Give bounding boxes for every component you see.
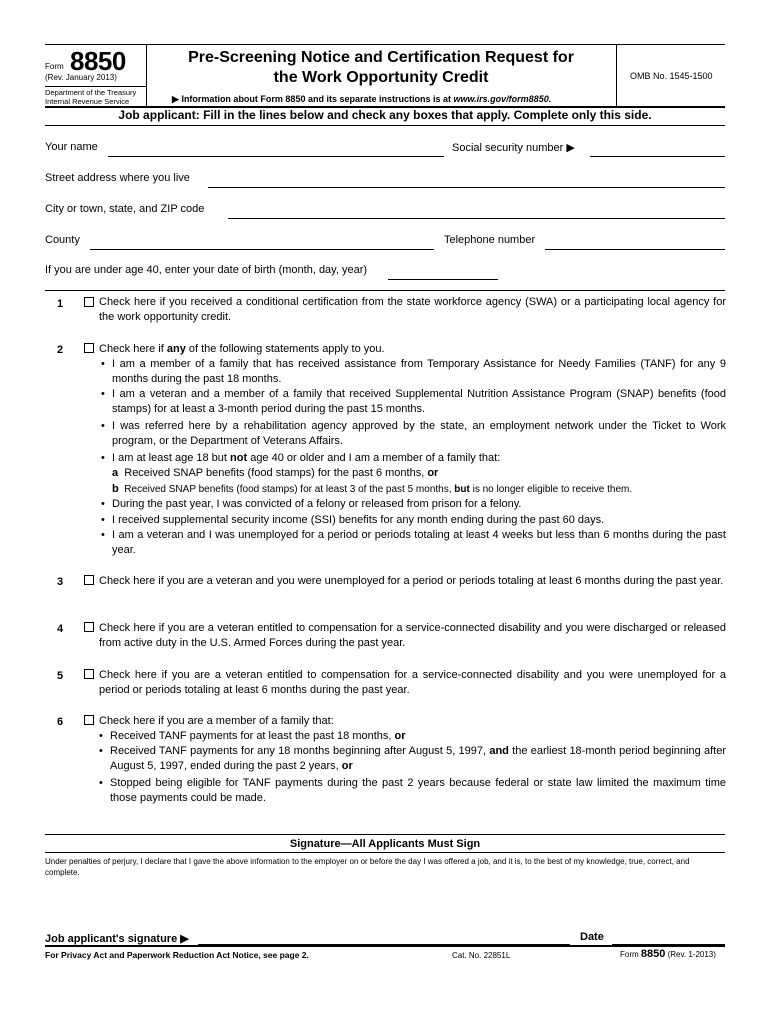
item-3-checkbox[interactable] xyxy=(84,575,94,585)
item-2-bullet-snap-veteran: • I am a veteran and a member of a family that received Supplemental Nutrition Assistance Program (SNAP) benefits (food stamps) for at least a 3-month period during the past 15 months. xyxy=(101,388,726,415)
omb-number: OMB No. 1545-1500 xyxy=(630,71,713,81)
item-4-text: Check here if you are a veteran entitled to compensation for a service-connected disability and you were discharged or released from active duty in the U.S. Armed Forces during the past year. xyxy=(99,622,726,649)
info-text: Information about Form 8850 and its separate instructions is at xyxy=(181,94,454,104)
header-left-rule xyxy=(45,86,146,87)
item-2-checkbox[interactable] xyxy=(84,343,94,353)
footer-top-rule xyxy=(45,945,725,947)
fields-bottom-rule xyxy=(45,290,725,291)
item-5-number: 5 xyxy=(57,670,64,682)
signature-heading: Signature—All Applicants Must Sign xyxy=(289,838,481,850)
signature-label: Job applicant's signature ▶ xyxy=(45,933,189,945)
city-input[interactable] xyxy=(228,218,725,219)
item-2-bullet-tanf: • I am a member of a family that has received assistance from Temporary Assistance for Needy Families (TANF) for any 9 months during the past 18 months. xyxy=(101,358,726,385)
item-2-bullet-age: • I am at least age 18 but not age 40 or older and I am a member of a family that: xyxy=(101,452,501,464)
item-4-number: 4 xyxy=(57,623,64,635)
city-label: City or town, state, and ZIP code xyxy=(45,203,205,215)
item-6-checkbox[interactable] xyxy=(84,715,94,725)
item-5-checkbox[interactable] xyxy=(84,669,94,679)
form-title-line2: the Work Opportunity Credit xyxy=(273,69,489,86)
form-revision: (Rev. January 2013) xyxy=(45,73,117,82)
item-2-bullet-veteran-unemployed: • I am a veteran and I was unemployed for a period or periods totaling at least 4 weeks but less than 6 months during the past year. xyxy=(101,529,726,556)
item-6-text: Check here if you are a member of a family that: xyxy=(99,715,334,727)
footer-form-id: Form 8850 (Rev. 1-2013) xyxy=(620,948,716,960)
instruction-line: Job applicant: Fill in the lines below and check any boxes that apply. Complete only this side. xyxy=(118,108,652,122)
item-1-checkbox[interactable] xyxy=(84,297,94,307)
irs-url-link[interactable]: www.irs.gov/form8850. xyxy=(453,94,552,104)
item-2-bullet-felony: • During the past year, I was convicted of a felony or released from prison for a felony. xyxy=(101,498,522,510)
form-info-line xyxy=(172,94,551,105)
header-top-rule xyxy=(45,44,725,45)
item-2-bullet-rehab: • I was referred here by a rehabilitation agency approved by the state, an employment network under the Ticket to Work program, or the Department of Veterans Affairs. xyxy=(101,420,726,447)
item-2-sub-a: a Received SNAP benefits (food stamps) for the past 6 months, or xyxy=(112,467,439,479)
perjury-statement: Under penalties of perjury, I declare that I gave the above information to the employer on or before the day I was offered a job, and it is, to the best of my knowledge, true, correct, and complete. xyxy=(45,857,690,877)
signature-top-rule xyxy=(45,834,725,835)
catalog-number: Cat. No. 22851L xyxy=(452,951,511,960)
item-6-bullet-stopped: • Stopped being eligible for TANF payments during the past 2 years because federal or state law limited the maximum time those payments could be made. xyxy=(99,777,726,804)
form-title-line1: Pre-Screening Notice and Certification Request for xyxy=(188,49,574,66)
form-title xyxy=(150,48,612,88)
ssn-label: Social security number ▶ xyxy=(452,142,575,154)
name-label: Your name xyxy=(45,141,98,153)
item-3-number: 3 xyxy=(57,576,64,588)
department-line1: Department of the Treasury xyxy=(45,88,137,97)
item-2-sub-b: b Received SNAP benefits (food stamps) for at least 3 of the past 5 months, but is no longer eligible to receive them. xyxy=(112,483,633,495)
item-2-bullet-ssi: • I received supplemental security income (SSI) benefits for any month ending during the past 60 days. xyxy=(101,514,605,526)
ssn-input[interactable] xyxy=(590,156,725,157)
item-2-text: Check here if any of the following statements apply to you. xyxy=(99,343,385,355)
item-6-bullet-18-months: • Received TANF payments for at least the past 18 months, or xyxy=(99,730,406,742)
dob-label: If you are under age 40, enter your date of birth (month, day, year) xyxy=(45,264,368,276)
dob-input[interactable] xyxy=(388,279,498,280)
signature-heading-rule xyxy=(45,852,725,853)
privacy-notice: For Privacy Act and Paperwork Reduction Act Notice, see page 2. xyxy=(45,950,309,960)
form-number: 8850 xyxy=(70,46,126,76)
date-label: Date xyxy=(580,931,604,943)
header-divider-right xyxy=(616,44,617,106)
item-6-number: 6 xyxy=(57,716,64,728)
item-1-text: Check here if you received a conditional certification from the state workforce agency (SWA) or a participating local agency for the work opportunity credit. xyxy=(99,296,726,323)
county-input[interactable] xyxy=(90,249,434,250)
county-label: County xyxy=(45,234,80,246)
item-3-text: Check here if you are a veteran and you were unemployed for a period or periods totaling at least 6 months during the past year. xyxy=(99,575,724,587)
item-6-bullet-after-1997: • Received TANF payments for any 18 months beginning after August 5, 1997, and the earliest 18-month period beginning after August 5, 1997, ended during the past 2 years, or xyxy=(99,745,726,772)
arrow-right-icon: ▶ xyxy=(172,94,179,104)
department-line2: Internal Revenue Service xyxy=(45,97,130,106)
item-4-checkbox[interactable] xyxy=(84,622,94,632)
instruction-rule xyxy=(45,125,725,126)
form-word: Form xyxy=(45,62,64,71)
street-label: Street address where you live xyxy=(45,172,190,184)
name-input[interactable] xyxy=(108,156,444,157)
item-5-text: Check here if you are a veteran entitled to compensation for a service-connected disability and you were unemployed for a period or periods totaling at least 6 months during the past year. xyxy=(99,669,726,696)
street-input[interactable] xyxy=(208,187,725,188)
phone-input[interactable] xyxy=(545,249,725,250)
item-1-number: 1 xyxy=(57,298,64,310)
header-divider-left xyxy=(146,44,147,106)
phone-label: Telephone number xyxy=(444,234,536,246)
item-2-number: 2 xyxy=(57,344,64,356)
